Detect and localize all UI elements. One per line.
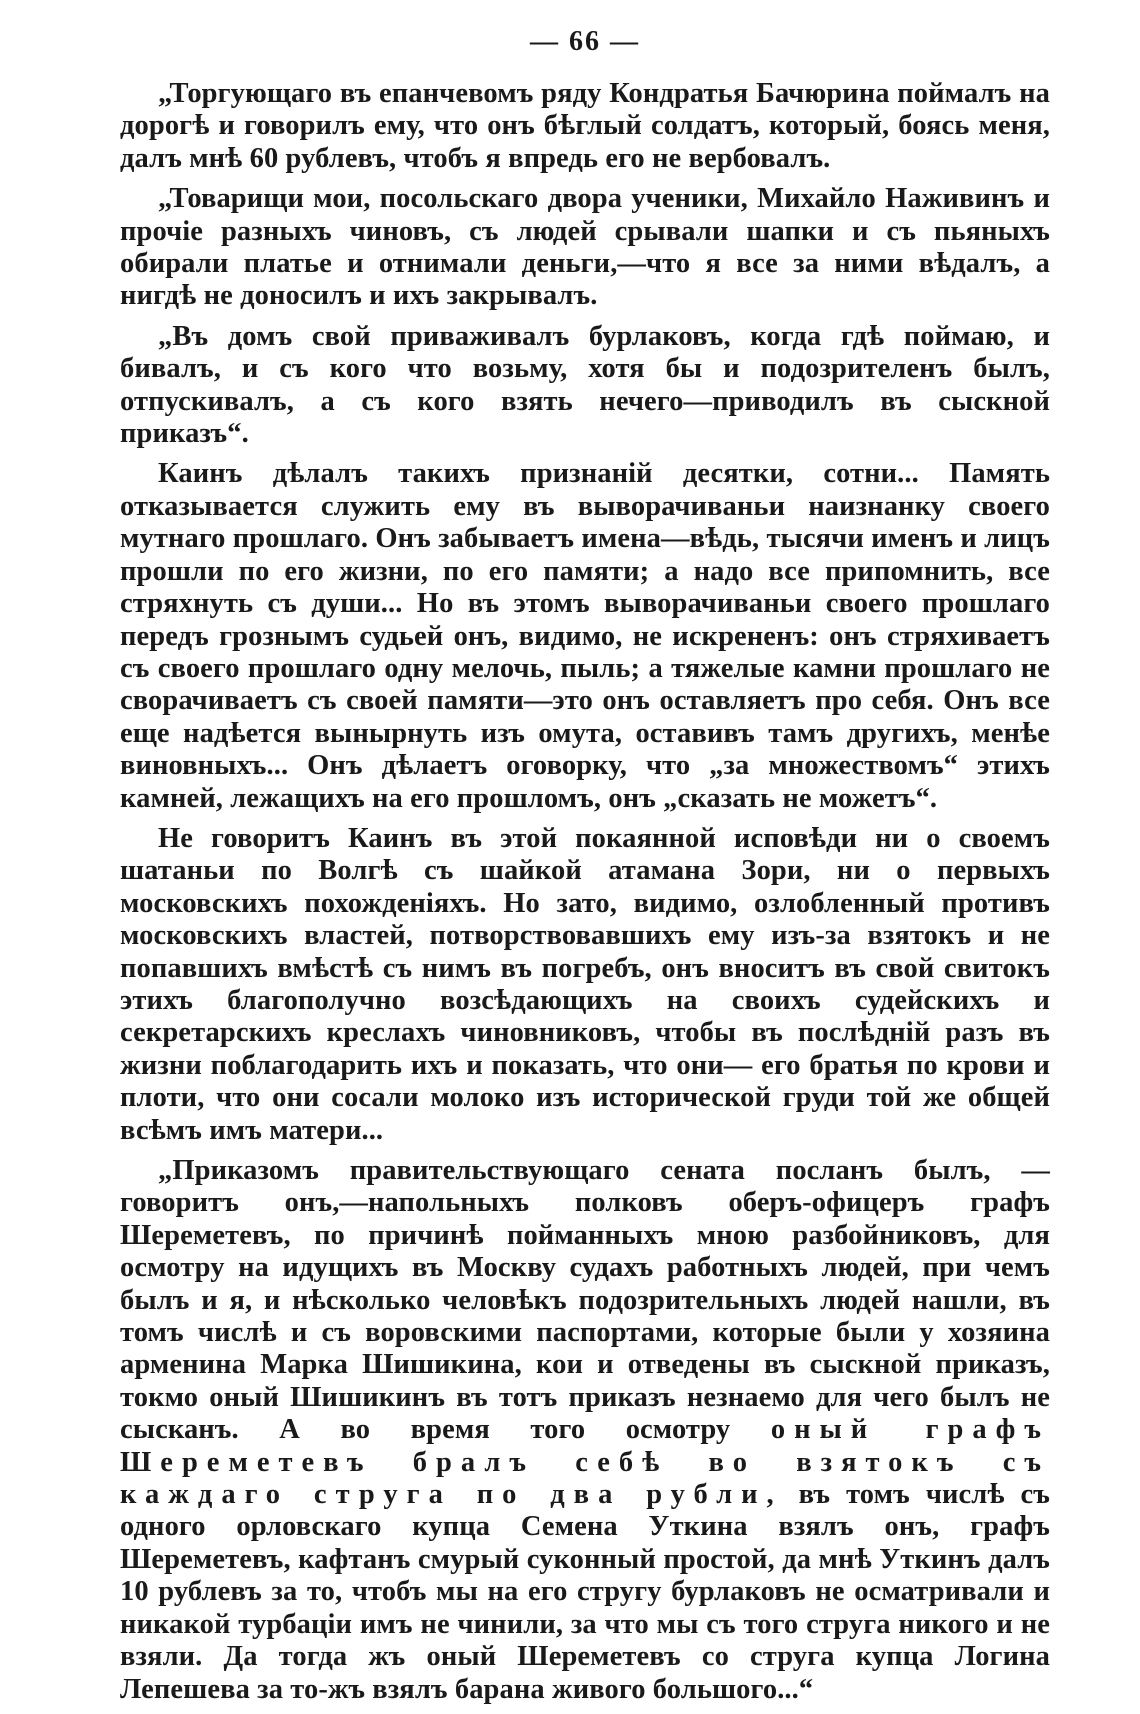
paragraph-6-spaced-emphasis: оный графъ Шереметевъ бралъ себѣ во взятокъ съ каждаго струга по два рубли,: [120, 1414, 1050, 1511]
paragraph-1: „Торгующаго въ епанчевомъ ряду Кондратья Бачюрина поймалъ на дорогѣ и говорилъ ему, что онъ бѣглый солдатъ, который, боясь меня, далъ мнѣ 60 рублевъ, чтобъ я впредь его не вербовалъ.: [120, 78, 1050, 174]
paragraph-5: Не говоритъ Каинъ въ этой покаянной исповѣди ни о своемъ шатаньи по Волгѣ съ шайкой атамана Зори, ни о первыхъ московскихъ похожденіяхъ. Но зато, видимо, озлобленный противъ московскихъ властей, потворствовавшихъ ему изъ-за взятокъ и не попавшихъ вмѣстѣ съ нимъ въ погребъ, онъ вноситъ въ свой свитокъ этихъ благополучно возсѣдающихъ на своихъ судейскихъ и секретарскихъ креслахъ чиновниковъ, чтобы въ послѣдній разъ въ жизни поблагодарить ихъ и показать, что они— его братья по крови и плоти, что они сосали молоко изъ исторической груди той же общей всѣмъ имъ матери...: [120, 822, 1050, 1146]
paragraph-4: Каинъ дѣлалъ такихъ признаній десятки, сотни... Память отказывается служить ему въ выворачиваньи наизнанку своего мутнаго прошлаго. Онъ забываетъ имена—вѣдь, тысячи именъ и лицъ прошли по его жизни, по его памяти; а надо все припомнить, все стряхнуть съ души... Но въ этомъ выворачиваньи своего прошлаго передъ грознымъ судьей онъ, видимо, не искрененъ: онъ стряхиваетъ съ своего прошлаго одну мелочь, пыль; а тяжелые камни прошлаго не сворачиваетъ съ своей памяти—это онъ оставляетъ про себя. Онъ все еще надѣется вынырнуть изъ омута, оставивъ тамъ другихъ, менѣе виновныхъ... Онъ дѣлаетъ оговорку, что „за множествомъ“ этихъ камней, лежащихъ на его прошломъ, онъ „сказать не можетъ“.: [120, 458, 1050, 814]
paragraph-2: „Товарищи мои, посольскаго двора ученики, Михайло Наживинъ и прочіе разныхъ чиновъ, съ людей срывали шапки и съ пьяныхъ обирали платье и отнимали деньги,—что я все за ними вѣдалъ, а нигдѣ не доносилъ и ихъ закрывалъ.: [120, 183, 1050, 312]
paragraph-6-tail: въ томъ числѣ съ одного орловскаго купца Семена Уткина взялъ онъ, графъ Шереметевъ, кафтанъ смурый суконный простой, да мнѣ Уткинъ далъ 10 рублевъ за то, чтобъ мы на его стругу бурлаковъ не осматривали и никакой турбаціи имъ не чинили, за что мы съ того струга никого и не взяли. Да тогда жъ оный Шереметевъ со струга купца Логина Лепешева за то-жъ взялъ барана живого большого...“: [120, 1479, 1050, 1705]
book-page: [120, 22, 1050, 1714]
page-number: — 66 —: [530, 26, 640, 57]
paragraph-3: „Въ домъ свой приваживалъ бурлаковъ, когда гдѣ поймаю, и бивалъ, и съ кого что возьму, хотя бы и подозрителенъ былъ, отпускивалъ, а съ кого взять нечего—приводилъ въ сыскной приказъ“.: [120, 320, 1050, 450]
paragraph-6-text: „Приказомъ правительствующаго сената посланъ былъ, — говоритъ онъ,—напольныхъ полковъ оберъ-офицеръ графъ Шереметевъ, по причинѣ пойманныхъ мною разбойниковъ, для осмотру на идущихъ въ Москву судахъ работныхъ людей, при чемъ былъ и я, и нѣсколько человѣкъ подозрительныхъ людей нашли, въ томъ числѣ и съ воровскими паспортами, которые были у хозяина арменина Марка Шишикина, кои и отведены въ сыскной приказъ, токмо оный Шишикинъ въ тотъ приказъ незнаемо для чего былъ не сысканъ. А во время того осмотру: [120, 1155, 1050, 1446]
paragraph-6: [120, 1155, 1050, 1706]
